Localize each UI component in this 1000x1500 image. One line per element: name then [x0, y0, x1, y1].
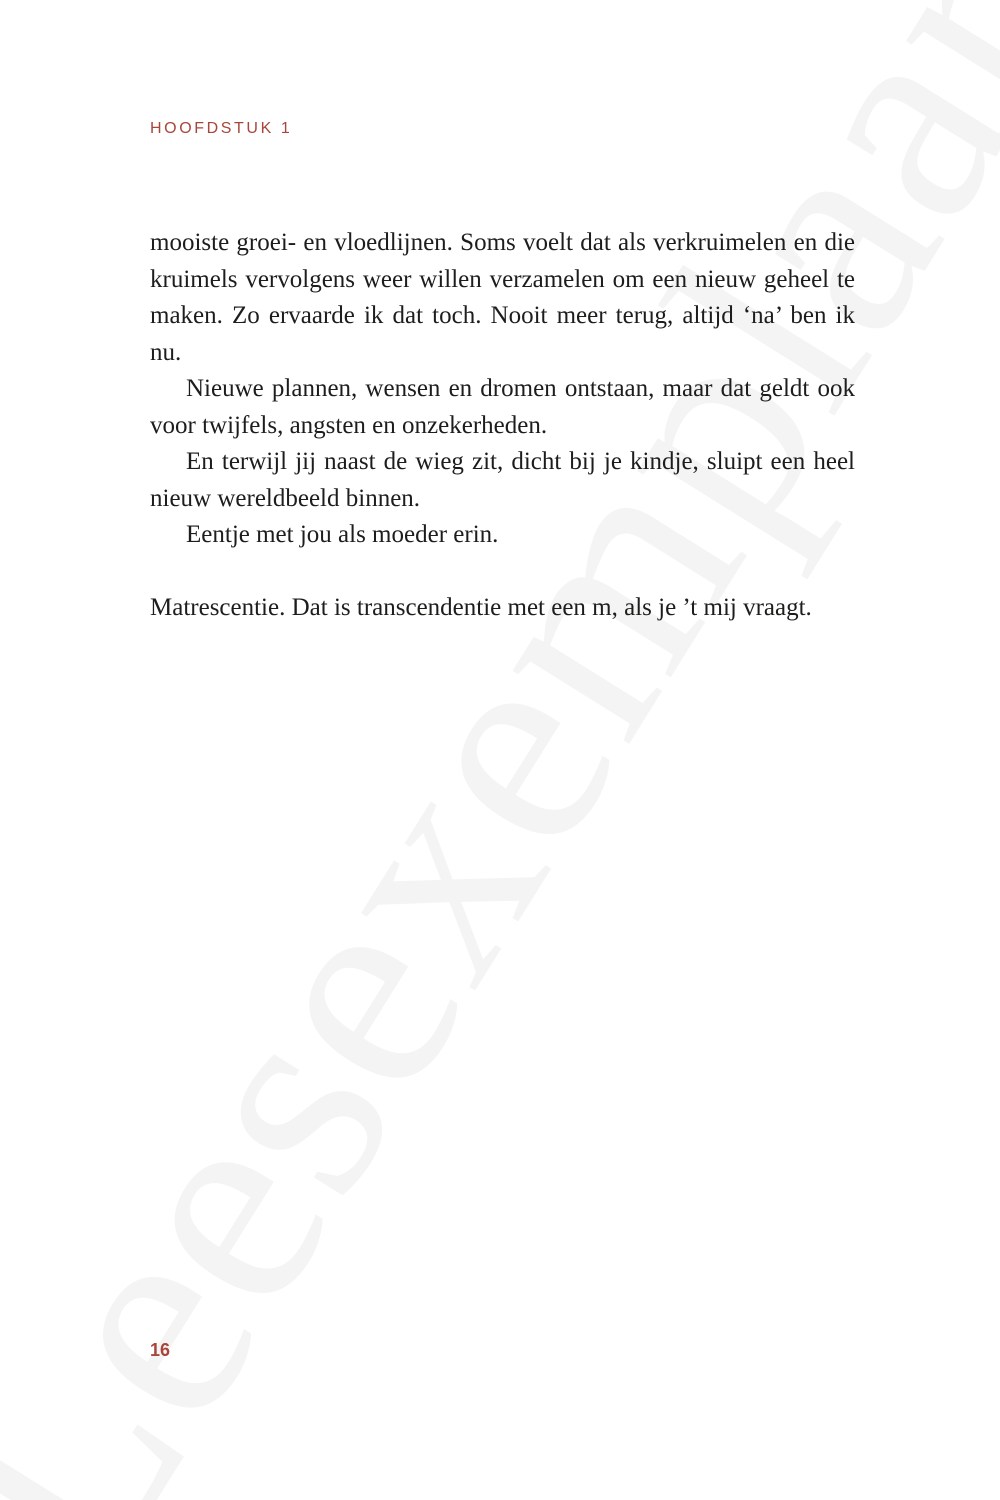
paragraph: En terwijl jij naast de wieg zit, dicht bij je kindje, sluipt een heel nieuw wereldbeeld binnen. — [150, 448, 855, 512]
page-number: 16 — [150, 1340, 171, 1360]
paragraph: Matrescentie. Dat is transcendentie met een m, als je ’t mij vraagt. — [150, 593, 812, 621]
paragraph: mooiste groei- en vloedlijnen. Soms voelt dat als verkruimelen en die kruimels vervolgens weer willen verzamelen om een nieuw geheel te maken. Zo ervaarde ik dat toch. Nooit meer terug, altijd ‘na’ ben ik nu. — [150, 229, 855, 366]
paragraph: Eentje met jou als moeder erin. — [186, 521, 499, 548]
running-head: HOOFDSTUK 1 — [150, 120, 293, 137]
paragraph: Nieuwe plannen, wensen en dromen ontstaan, maar dat geldt ook voor twijfels, angsten en onzekerheden. — [150, 375, 855, 439]
body-text — [150, 225, 855, 626]
